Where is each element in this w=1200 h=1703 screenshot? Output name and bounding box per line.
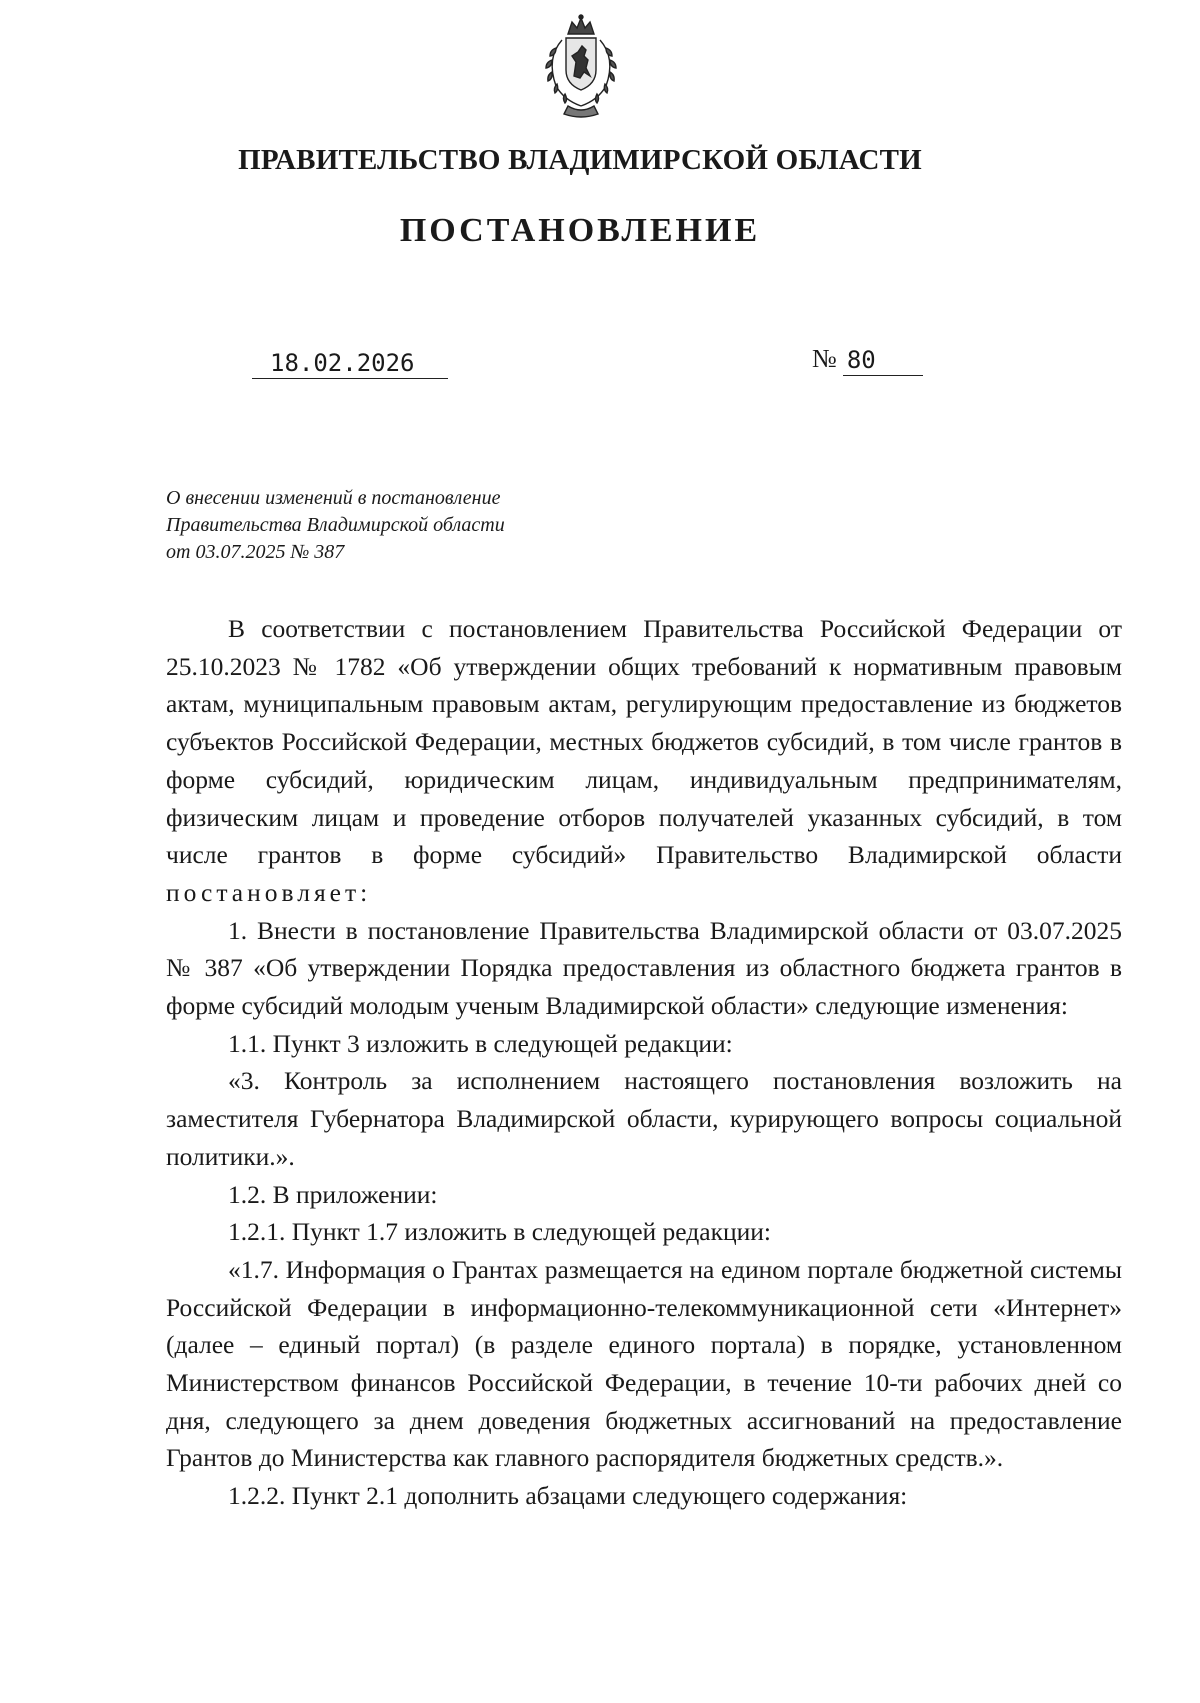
body-paragraph: «3. Контроль за исполнением настоящего постановления возложить на заместителя Губернатора Владимирской области, курирующего вопросы социальной политики.». [166, 1066, 1122, 1171]
body-paragraph [166, 610, 1122, 912]
subject-line: от 03.07.2025 № 387 [166, 541, 345, 563]
body-paragraph: «1.7. Информация о Грантах размещается на едином портале бюджетной системы Российской Федерации в информационно-телекоммуникационной сети «Интернет» (далее – единый портал) (в разделе единого портала) в порядке, установленном Министерством финансов Российской Федерации, в течение 10-ти рабочих дней со дня, следующего за днем доведения бюджетных ассигнований на предоставление Грантов до Министерства как главного распорядителя бюджетных средств.». [166, 1254, 1122, 1473]
document-number: 80 [843, 345, 923, 376]
subject-line: О внесении изменений в постановление [166, 487, 501, 509]
subject-line: Правительства Владимирской области [166, 514, 505, 536]
body-paragraph: 1.2.1. Пункт 1.7 изложить в следующей редакции: [228, 1217, 771, 1247]
body-paragraph: 1.2.2. Пункт 2.1 дополнить абзацами следующего содержания: [228, 1481, 908, 1511]
number-sign: № [812, 344, 837, 373]
organization-title: ПРАВИТЕЛЬСТВО ВЛАДИМИРСКОЙ ОБЛАСТИ [238, 144, 922, 176]
body-paragraph: 1.2. В приложении: [228, 1179, 438, 1209]
document-date: 18.02.2026 [252, 348, 448, 379]
document-subject [166, 485, 626, 566]
coat-of-arms-icon [532, 14, 630, 118]
resolution-verb: постановляет: [166, 877, 372, 907]
body-paragraph: 1. Внести в постановление Правительства Владимирской области от 03.07.2025 № 387 «Об утверждении Порядка предоставления из областного бюджета грантов в форме субсидий молодым ученым Владимирской области» следующие изменения: [166, 915, 1122, 1021]
document-type-title: ПОСТАНОВЛЕНИЕ [399, 212, 761, 249]
document-number-block [812, 342, 923, 376]
document-body [166, 610, 1122, 1515]
preamble-text: В соответствии с постановлением Правительства Российской Федерации от 25.10.2023 № 1782 «Об утверждении общих требований к нормативным правовым актам, муниципальным правовым актам, регулирующим предоставление из бюджетов субъектов Российской Федерации, местных бюджетов субсидий, в том числе грантов в форме субсидий, юридическим лицам, индивидуальным предпринимателям, физическим лицам и проведение отборов получателей указанных субсидий, в том числе грантов в форме субсидий» Правительство Владимирской области [166, 614, 1122, 870]
body-paragraph: 1.1. Пункт 3 изложить в следующей редакции: [228, 1028, 733, 1058]
